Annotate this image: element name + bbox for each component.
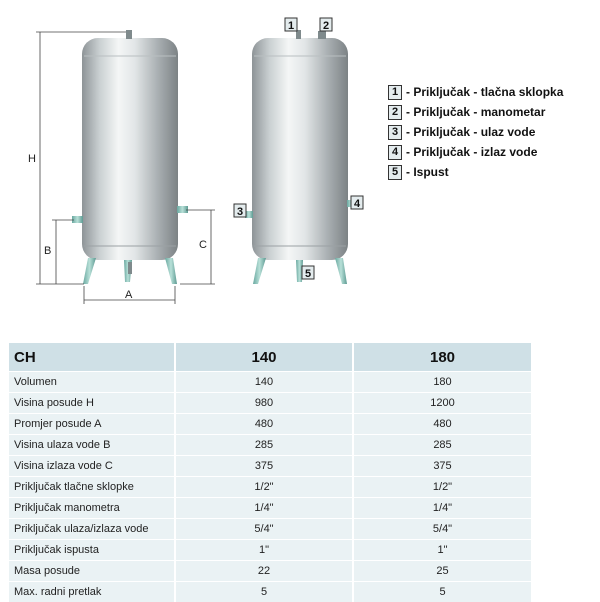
table-row: [9, 582, 531, 602]
spec-header-row: [9, 343, 531, 372]
row-value-140: 375: [175, 456, 353, 477]
table-row: [9, 414, 531, 435]
header-model: CH: [9, 343, 175, 372]
legend-item: [388, 102, 563, 122]
table-row: [9, 498, 531, 519]
table-row: [9, 519, 531, 540]
row-label: Volumen: [9, 372, 175, 393]
row-value-180: 180: [353, 372, 531, 393]
table-row: [9, 540, 531, 561]
legend-number: 2: [388, 105, 402, 120]
spec-table: [9, 343, 531, 602]
row-value-140: 285: [175, 435, 353, 456]
row-value-180: 5/4": [353, 519, 531, 540]
row-value-180: 1/2": [353, 477, 531, 498]
header-col-140: 140: [175, 343, 353, 372]
legend-item: [388, 82, 563, 102]
svg-text:5: 5: [305, 268, 311, 280]
row-value-180: 5: [353, 582, 531, 602]
dim-h-label: H: [28, 153, 36, 165]
tank-left: [72, 30, 188, 284]
header-col-180: 180: [353, 343, 531, 372]
legend-text: - Priključak - tlačna sklopka: [406, 85, 563, 99]
row-label: Priključak tlačne sklopke: [9, 477, 175, 498]
legend-text: - Ispust: [406, 165, 449, 179]
row-value-180: 480: [353, 414, 531, 435]
row-value-140: 1/2": [175, 477, 353, 498]
row-label: Priključak manometra: [9, 498, 175, 519]
table-row: [9, 561, 531, 582]
legend-number: 5: [388, 165, 402, 180]
tag-3: [234, 204, 246, 218]
legend-item: [388, 122, 563, 142]
row-value-140: 1/4": [175, 498, 353, 519]
row-value-140: 480: [175, 414, 353, 435]
row-value-140: 980: [175, 393, 353, 414]
tag-5: [302, 266, 314, 280]
legend-number: 4: [388, 145, 402, 160]
dim-b-label: B: [44, 245, 51, 257]
table-row: [9, 456, 531, 477]
row-value-180: 1": [353, 540, 531, 561]
svg-text:3: 3: [237, 206, 243, 218]
table-row: [9, 435, 531, 456]
table-row: [9, 393, 531, 414]
tag-2: [320, 18, 332, 32]
dim-a-label: A: [125, 289, 133, 301]
row-label: Priključak ispusta: [9, 540, 175, 561]
row-value-140: 140: [175, 372, 353, 393]
row-value-180: 1200: [353, 393, 531, 414]
table-row: [9, 477, 531, 498]
row-value-140: 5: [175, 582, 353, 602]
tag-1: [285, 18, 297, 32]
row-value-180: 375: [353, 456, 531, 477]
row-value-140: 5/4": [175, 519, 353, 540]
row-value-180: 285: [353, 435, 531, 456]
legend-text: - Priključak - ulaz vode: [406, 125, 535, 139]
tank-right: [245, 30, 355, 284]
row-label: Masa posude: [9, 561, 175, 582]
legend-text: - Priključak - izlaz vode: [406, 145, 537, 159]
tag-4: [351, 196, 363, 210]
legend: [388, 82, 563, 182]
row-label: Priključak ulaza/izlaza vode: [9, 519, 175, 540]
row-label: Max. radni pretlak: [9, 582, 175, 602]
legend-text: - Priključak - manometar: [406, 105, 545, 119]
svg-text:1: 1: [288, 20, 294, 32]
row-value-140: 22: [175, 561, 353, 582]
row-label: Visina izlaza vode C: [9, 456, 175, 477]
row-label: Visina ulaza vode B: [9, 435, 175, 456]
row-value-140: 1": [175, 540, 353, 561]
table-row: [9, 372, 531, 393]
svg-text:4: 4: [354, 198, 361, 210]
legend-number: 1: [388, 85, 402, 100]
row-label: Visina posude H: [9, 393, 175, 414]
legend-item: [388, 142, 563, 162]
row-value-180: 25: [353, 561, 531, 582]
legend-number: 3: [388, 125, 402, 140]
legend-item: [388, 162, 563, 182]
row-label: Promjer posude A: [9, 414, 175, 435]
svg-text:2: 2: [323, 20, 329, 32]
row-value-180: 1/4": [353, 498, 531, 519]
dim-c-label: C: [199, 239, 207, 251]
